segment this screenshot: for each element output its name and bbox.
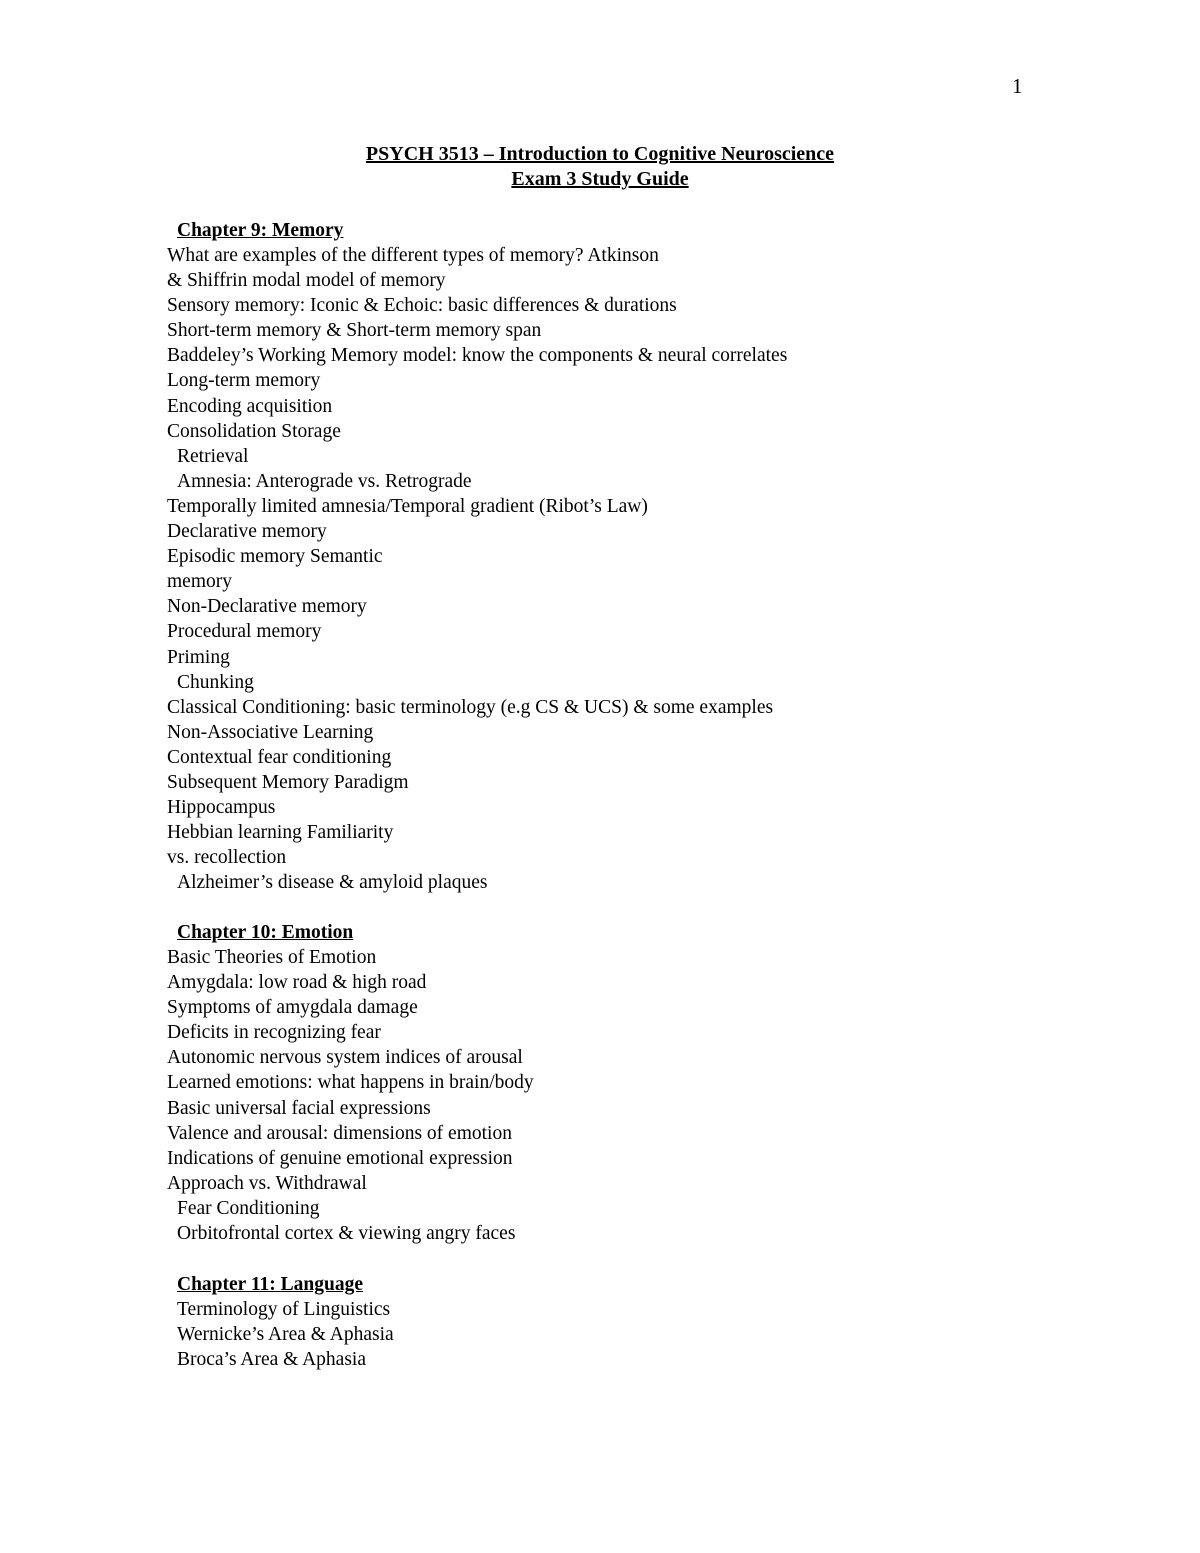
topic-item: Symptoms of amygdala damage bbox=[167, 997, 418, 1019]
topic-item: Amnesia: Anterograde vs. Retrograde bbox=[177, 470, 472, 492]
topic-item: Hippocampus bbox=[167, 797, 276, 819]
topic-item: Basic Theories of Emotion bbox=[167, 947, 377, 968]
topic-item: Deficits in recognizing fear bbox=[167, 1022, 381, 1044]
topic-item: Autonomic nervous system indices of arousal bbox=[167, 1047, 523, 1069]
topic-list bbox=[167, 243, 1067, 895]
section-heading: Chapter 10: Emotion bbox=[177, 922, 354, 943]
topic-item: Chunking bbox=[177, 671, 254, 693]
topic-item: Classical Conditioning: basic terminology (e.g CS & UCS) & some examples bbox=[167, 696, 774, 718]
topic-item: Priming bbox=[167, 646, 230, 668]
topic-item: Procedural memory bbox=[167, 621, 322, 643]
topic-item: Indications of genuine emotional expression bbox=[167, 1147, 513, 1169]
document-title: PSYCH 3513 – Introduction to Cognitive Neuroscience bbox=[365, 143, 835, 165]
topic-item: Amygdala: low road & high road bbox=[167, 972, 427, 994]
topic-item: Broca’s Area & Aphasia bbox=[177, 1349, 366, 1371]
topic-item: Retrieval bbox=[177, 445, 249, 467]
topic-item: Non-Associative Learning bbox=[167, 721, 374, 743]
topic-item: Alzheimer’s disease & amyloid plaques bbox=[177, 872, 488, 894]
topic-item: vs. recollection bbox=[167, 847, 287, 869]
topic-item: Wernicke’s Area & Aphasia bbox=[177, 1324, 394, 1346]
section-chapter-10 bbox=[167, 920, 1067, 1246]
section-chapter-11 bbox=[167, 1272, 1067, 1372]
topic-item: What are examples of the different types of memory? Atkinson bbox=[167, 245, 659, 266]
topic-item: Non-Declarative memory bbox=[167, 596, 367, 618]
topic-item: Valence and arousal: dimensions of emotion bbox=[167, 1122, 512, 1144]
topic-item: Learned emotions: what happens in brain/body bbox=[167, 1072, 534, 1094]
topic-item: Short-term memory & Short-term memory span bbox=[167, 320, 542, 342]
topic-item: Contextual fear conditioning bbox=[167, 746, 392, 768]
topic-item: Episodic memory Semantic bbox=[167, 546, 383, 568]
topic-item: Terminology of Linguistics bbox=[177, 1299, 391, 1320]
topic-item: Consolidation Storage bbox=[167, 420, 341, 442]
topic-item: Declarative memory bbox=[167, 521, 327, 543]
topic-item: Baddeley’s Working Memory model: know the components & neural correlates bbox=[167, 345, 788, 367]
topic-item: Subsequent Memory Paradigm bbox=[167, 771, 409, 793]
topic-list bbox=[167, 1297, 1067, 1372]
topic-item: Fear Conditioning bbox=[177, 1197, 320, 1219]
topic-item: Encoding acquisition bbox=[167, 395, 333, 417]
page-number: 1 bbox=[1012, 74, 1023, 98]
topic-item: Long-term memory bbox=[167, 370, 321, 392]
section-heading: Chapter 11: Language bbox=[177, 1274, 363, 1295]
topic-item: Temporally limited amnesia/Temporal gradient (Ribot’s Law) bbox=[167, 495, 648, 517]
document-subtitle: Exam 3 Study Guide bbox=[511, 168, 689, 190]
topic-item: Hebbian learning Familiarity bbox=[167, 822, 394, 844]
topic-item: Orbitofrontal cortex & viewing angry faces bbox=[177, 1223, 516, 1245]
topic-item: & Shiffrin modal model of memory bbox=[167, 270, 446, 292]
section-chapter-9 bbox=[167, 218, 1067, 895]
topic-item: Basic universal facial expressions bbox=[167, 1097, 431, 1119]
topic-item: Sensory memory: Iconic & Echoic: basic differences & durations bbox=[167, 295, 677, 317]
topic-item: memory bbox=[167, 571, 232, 593]
topic-list bbox=[167, 945, 1067, 1246]
topic-item: Approach vs. Withdrawal bbox=[167, 1172, 367, 1194]
section-heading: Chapter 9: Memory bbox=[177, 220, 344, 241]
